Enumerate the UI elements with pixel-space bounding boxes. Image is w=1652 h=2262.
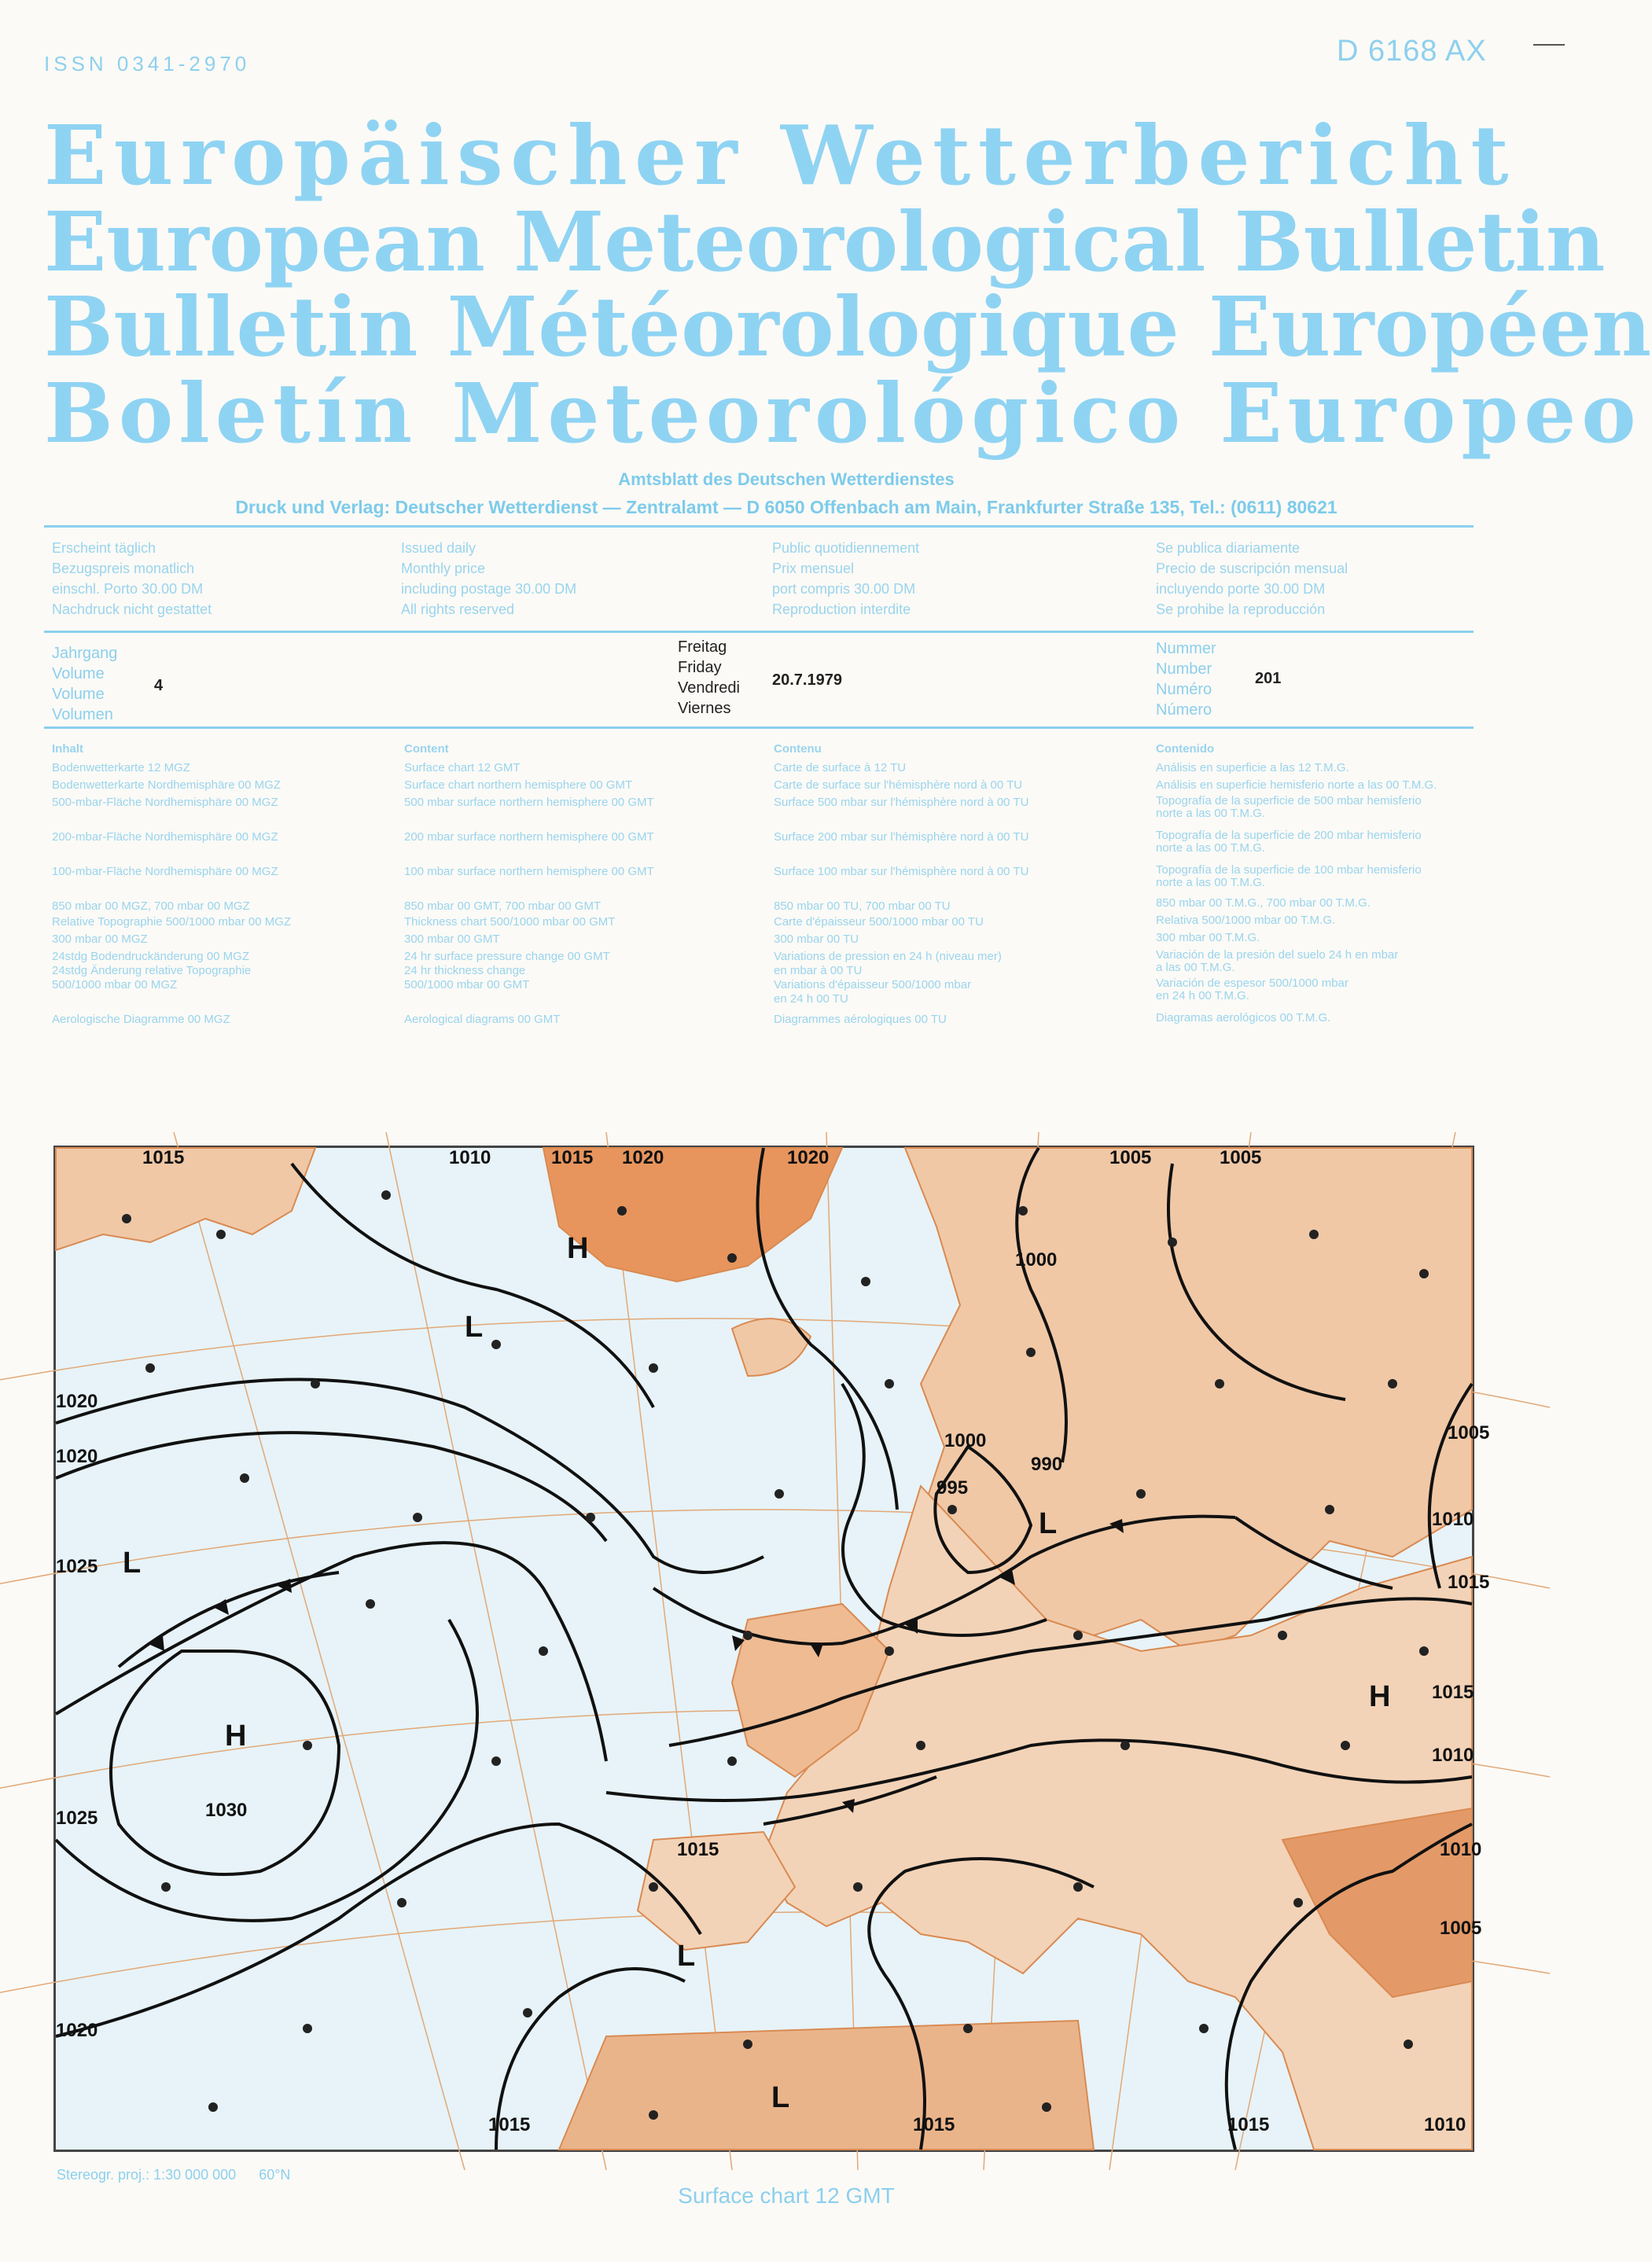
subscription-line: Issued daily <box>401 540 476 556</box>
contents-item: Surface 200 mbar sur l'hémisphère nord à 00 TU <box>774 830 1029 844</box>
contents-item: 24stdg Änderung relative Topographie <box>52 964 252 977</box>
isobar-label: 990 <box>1031 1454 1063 1475</box>
subscription-line: Monthly price <box>401 561 486 576</box>
contents-item: Surface chart 12 GMT <box>404 761 521 774</box>
contents-item: Topografía de la superficie de 500 mbar hemisferio <box>1156 794 1422 807</box>
contents-item: Análisis en superficie hemisferio norte a las 00 T.M.G. <box>1156 778 1437 792</box>
divider <box>44 726 1474 729</box>
contents-item: 100 mbar surface northern hemisphere 00 GMT <box>404 865 654 878</box>
subscription-line: All rights reserved <box>401 601 515 617</box>
contents-item: Aerologische Diagramme 00 MGZ <box>52 1013 230 1026</box>
volume-value: 4 <box>154 677 164 694</box>
subscription-line: incluyendo porte 30.00 DM <box>1156 581 1326 597</box>
issue-date: 20.7.1979 <box>772 671 842 689</box>
contents-item: 850 mbar 00 GMT, 700 mbar 00 GMT <box>404 899 602 913</box>
contents-es <box>1156 742 1486 1033</box>
pressure-center-low: L <box>771 2081 790 2114</box>
contents-item: 850 mbar 00 TU, 700 mbar 00 TU <box>774 899 951 913</box>
volume-label: Volume <box>52 665 105 682</box>
subscription-line: Precio de suscripción mensual <box>1156 561 1348 576</box>
contents-item: Variación de la presión del suelo 24 h en mbar <box>1156 948 1399 962</box>
divider <box>44 525 1474 528</box>
isobar-label: 1015 <box>488 2114 531 2135</box>
isobar-label: 1015 <box>1227 2114 1270 2135</box>
number-label: Numéro <box>1156 681 1212 698</box>
contents-item: 300 mbar 00 TU <box>774 932 859 946</box>
surface-weather-map <box>53 1146 1490 2152</box>
amtsblatt-line: Amtsblatt des Deutschen Wetterdienstes <box>618 469 955 489</box>
isobar-label: 1010 <box>1424 2114 1466 2135</box>
subscription-line: Public quotidiennement <box>772 540 920 556</box>
isobar-label: 1015 <box>1448 1572 1490 1593</box>
title-spanish: Boletín Meteorológico Europeo <box>44 365 1642 462</box>
contents-item: en 24 h 00 TU <box>774 992 848 1006</box>
contents-item: Carte d'épaisseur 500/1000 mbar 00 TU <box>774 915 984 929</box>
isobar-label: 1010 <box>1440 1839 1482 1860</box>
isobar-label: 1005 <box>1448 1422 1490 1444</box>
isobar-label: 1000 <box>1015 1249 1058 1271</box>
pressure-center-high: H <box>1369 1680 1391 1713</box>
volume-label: Volume <box>52 686 105 703</box>
contents-item: norte a las 00 T.M.G. <box>1156 876 1265 889</box>
contents-item: Topografía de la superficie de 100 mbar hemisferio <box>1156 863 1422 877</box>
contents-item: Carte de surface à 12 TU <box>774 761 907 774</box>
pressure-center-low: L <box>465 1311 484 1344</box>
number-label: Number <box>1156 660 1212 678</box>
isobar-label: 1020 <box>56 1391 98 1412</box>
contents-fr <box>774 742 1128 1033</box>
volume-label: Volumen <box>52 706 113 723</box>
contents-en <box>404 742 758 1033</box>
subscription-line: Nachdruck nicht gestattet <box>52 601 212 617</box>
contents-item: 100-mbar-Fläche Nordhemisphäre 00 MGZ <box>52 865 278 878</box>
subscription-line: Prix mensuel <box>772 561 855 576</box>
contents-item: 500/1000 mbar 00 MGZ <box>52 978 178 991</box>
issn-number: ISSN 0341-2970 <box>44 52 251 75</box>
contents-item: 300 mbar 00 MGZ <box>52 932 148 946</box>
volume-label: Jahrgang <box>52 645 118 662</box>
contents-item: Variations d'épaisseur 500/1000 mbar <box>774 978 972 991</box>
latitude-label: 60°N <box>259 2167 291 2183</box>
contents-item: Relative Topographie 500/1000 mbar 00 MGZ <box>52 915 292 929</box>
contents-item: 850 mbar 00 T.M.G., 700 mbar 00 T.M.G. <box>1156 896 1371 910</box>
isobar-label: 1010 <box>449 1147 491 1168</box>
contents-item: 500-mbar-Fläche Nordhemisphäre 00 MGZ <box>52 796 278 809</box>
contents-item: Bodenwetterkarte 12 MGZ <box>52 761 190 774</box>
contents-item: 300 mbar 00 T.M.G. <box>1156 931 1260 944</box>
pressure-center-low: L <box>1039 1507 1058 1540</box>
contents-item: Carte de surface sur l'hémisphère nord à 00 TU <box>774 778 1023 792</box>
subscription-line: einschl. Porto 30.00 DM <box>52 581 204 597</box>
contents-item: Variations de pression en 24 h (niveau mer) <box>774 950 1002 963</box>
isobar-label: 1020 <box>56 1446 98 1467</box>
contents-item: norte a las 00 T.M.G. <box>1156 841 1265 855</box>
contents-item: Diagrammes aérologiques 00 TU <box>774 1013 947 1026</box>
projection-note <box>57 2167 290 2183</box>
isobar-label: 1025 <box>56 1556 98 1577</box>
weather-map-svg <box>56 1147 1490 2150</box>
subscription-es <box>1156 538 1502 620</box>
contents-item: en 24 h 00 T.M.G. <box>1156 989 1249 1002</box>
pressure-center-low: L <box>123 1547 142 1580</box>
subscription-line: Se publica diariamente <box>1156 540 1301 556</box>
projection-scale: Stereogr. proj.: 1:30 000 000 <box>57 2167 237 2183</box>
subscription-line: Reproduction interdite <box>772 601 911 617</box>
contents-item: Surface 100 mbar sur l'hémisphère nord à 00 TU <box>774 865 1029 878</box>
day-labels <box>678 637 740 719</box>
subscription-line: including postage 30.00 DM <box>401 581 577 597</box>
isobar-label: 1000 <box>944 1430 987 1451</box>
contents-heading: Inhalt <box>52 742 83 756</box>
title-french: Bulletin Météorologique Européen <box>44 278 1652 375</box>
isobar-label: 1020 <box>56 2020 98 2041</box>
contents-item: Surface 500 mbar sur l'hémisphère nord à 00 TU <box>774 796 1029 809</box>
day-label: Vendredi <box>678 679 740 697</box>
isobar-label: 1005 <box>1440 1918 1482 1939</box>
isobar-label: 1015 <box>1432 1682 1474 1703</box>
day-label: Viernes <box>678 700 731 717</box>
contents-item: 850 mbar 00 MGZ, 700 mbar 00 MGZ <box>52 899 250 913</box>
contents-heading: Contenido <box>1156 742 1215 756</box>
publisher-line: Druck und Verlag: Deutscher Wetterdienst — Zentralamt — D 6050 Offenbach am Main, Frankfurter Straße 135, Tel.: (0611) 80621 <box>235 497 1337 517</box>
isobar-label: 1015 <box>677 1839 719 1860</box>
contents-item: 500/1000 mbar 00 GMT <box>404 978 530 991</box>
divider <box>44 631 1474 633</box>
contents-item: Bodenwetterkarte Nordhemisphäre 00 MGZ <box>52 778 281 792</box>
isobar-label: 1020 <box>622 1147 664 1168</box>
number-label: Número <box>1156 701 1212 719</box>
corner-mark <box>1533 44 1565 46</box>
isobar-label: 1020 <box>787 1147 830 1168</box>
contents-item: a las 00 T.M.G. <box>1156 961 1235 974</box>
isobar-label: 1010 <box>1432 1509 1474 1530</box>
title-german: Europäischer Wetterbericht <box>44 107 1516 204</box>
contents-item: en mbar à 00 TU <box>774 964 863 977</box>
contents-item: 24 hr surface pressure change 00 GMT <box>404 950 610 963</box>
contents-item: Surface chart northern hemisphere 00 GMT <box>404 778 633 792</box>
isobar-label: 995 <box>936 1477 969 1499</box>
contents-item: 200-mbar-Fläche Nordhemisphäre 00 MGZ <box>52 830 278 844</box>
isobar-label: 1015 <box>142 1147 185 1168</box>
subscription-fr <box>772 538 1118 620</box>
isobar-label: 1005 <box>1220 1147 1262 1168</box>
map-caption: Surface chart 12 GMT <box>678 2183 895 2208</box>
contents-item: 24 hr thickness change <box>404 964 526 977</box>
subscription-en <box>401 538 747 620</box>
number-labels <box>1156 638 1216 720</box>
day-label: Freitag <box>678 638 727 656</box>
subscription-line: Se prohibe la reproducción <box>1156 601 1326 617</box>
postal-code: D 6168 AX <box>1337 35 1487 68</box>
pressure-center-low: L <box>677 1940 696 1973</box>
volume-labels <box>52 643 117 725</box>
contents-item: Relativa 500/1000 mbar 00 T.M.G. <box>1156 914 1336 927</box>
subscription-line: port compris 30.00 DM <box>772 581 916 597</box>
contents-item: Diagramas aerológicos 00 T.M.G. <box>1156 1011 1331 1024</box>
isobar-label: 1005 <box>1109 1147 1152 1168</box>
title-english: European Meteorological Bulletin <box>44 193 1606 290</box>
number-label: Nummer <box>1156 640 1216 657</box>
isobar-label: 1015 <box>913 2114 955 2135</box>
isobar-label: 1030 <box>205 1800 248 1821</box>
contents-item: 200 mbar surface northern hemisphere 00 GMT <box>404 830 654 844</box>
contents-item: 300 mbar 00 GMT <box>404 932 500 946</box>
contents-item: Topografía de la superficie de 200 mbar hemisferio <box>1156 829 1422 842</box>
isobar-label: 1025 <box>56 1808 98 1829</box>
contents-heading: Contenu <box>774 742 822 756</box>
contents-item: 24stdg Bodendruckänderung 00 MGZ <box>52 950 249 963</box>
isobar-label: 1015 <box>551 1147 594 1168</box>
subscription-line: Erscheint täglich <box>52 540 156 556</box>
pressure-center-high: H <box>567 1232 589 1265</box>
contents-item: 500 mbar surface northern hemisphere 00 GMT <box>404 796 654 809</box>
subscription-line: Bezugspreis monatlich <box>52 561 195 576</box>
contents-item: Thickness chart 500/1000 mbar 00 GMT <box>404 915 616 929</box>
contents-item: Variación de espesor 500/1000 mbar <box>1156 977 1348 990</box>
subscription-de <box>52 538 398 620</box>
pressure-center-high: H <box>225 1719 247 1753</box>
contents-item: norte a las 00 T.M.G. <box>1156 807 1265 820</box>
contents-de <box>52 742 406 1033</box>
day-label: Friday <box>678 659 722 676</box>
issue-number: 201 <box>1255 670 1282 687</box>
contents-heading: Content <box>404 742 449 756</box>
contents-item: Aerological diagrams 00 GMT <box>404 1013 561 1026</box>
contents-item: Análisis en superficie a las 12 T.M.G. <box>1156 761 1349 774</box>
isobar-label: 1010 <box>1432 1745 1474 1766</box>
